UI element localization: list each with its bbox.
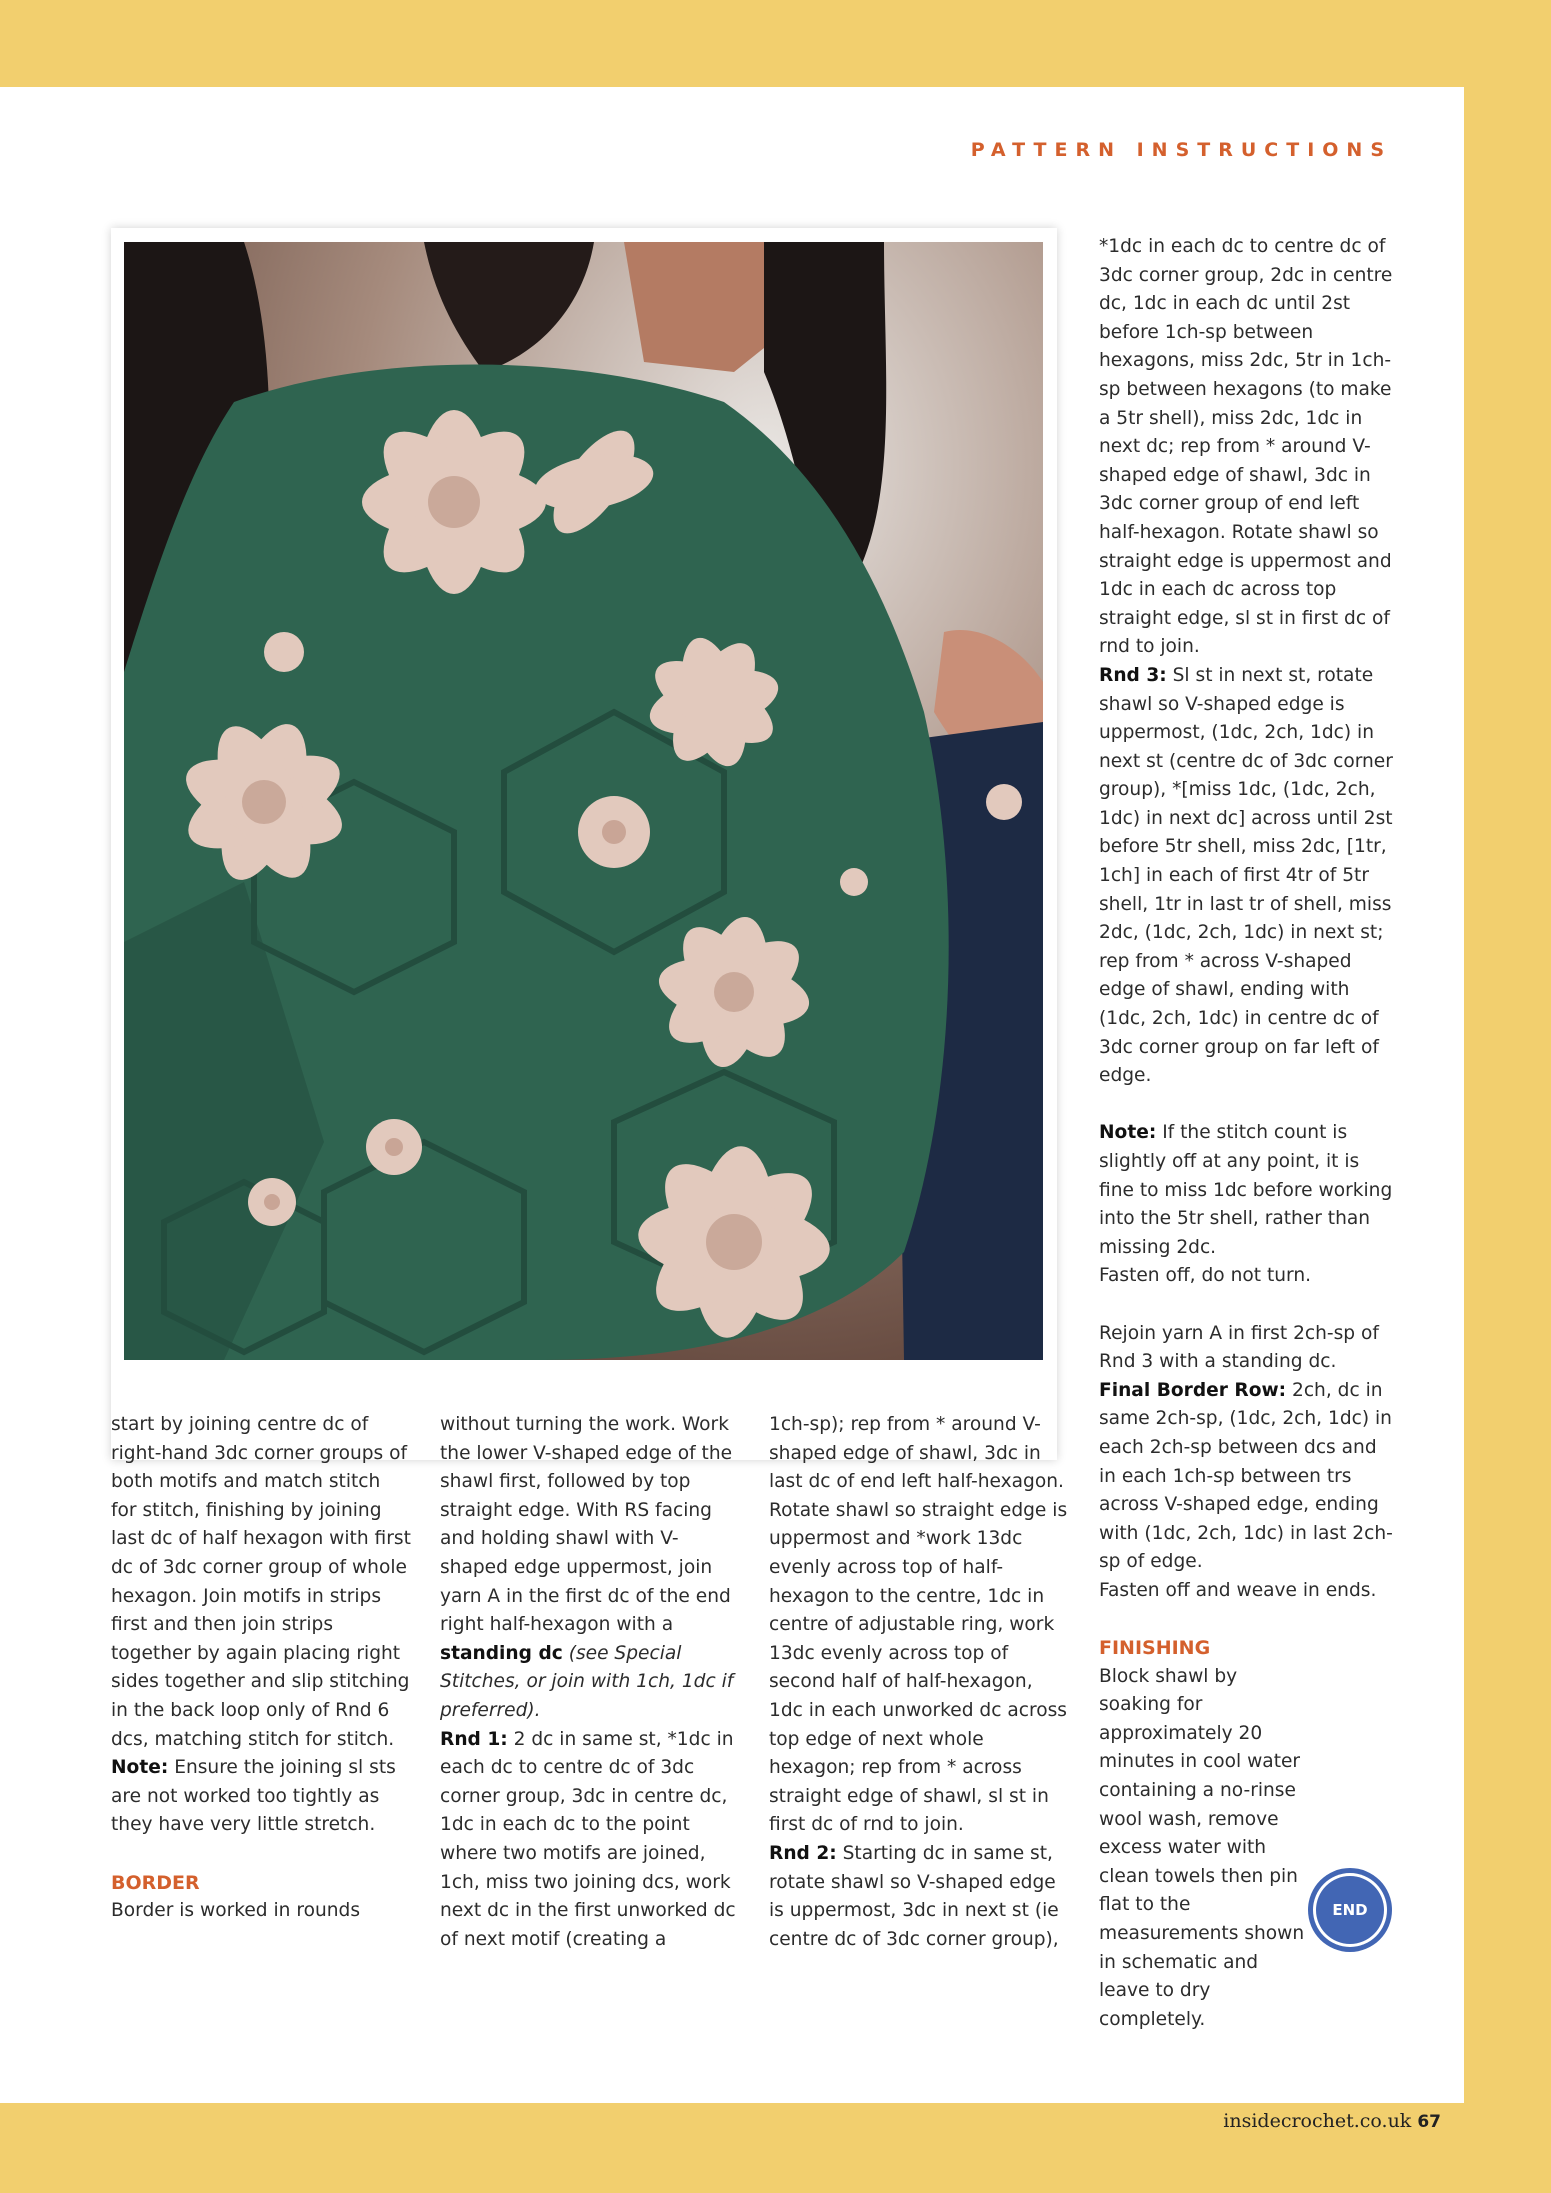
column-2 (440, 1411, 740, 1954)
rnd3-label: Rnd 3: (1099, 664, 1167, 686)
border-heading: BORDER (111, 1871, 200, 1894)
final-border-text: 2ch, dc in same 2ch-sp, (1dc, 2ch, 1dc) in each 2ch-sp between dcs and in each 1ch-sp between trs across V-shaped edge, ending with (1dc, 2ch, 1dc) in last 2ch-sp of edge. (1099, 1379, 1393, 1573)
note-label: Note: (1099, 1122, 1157, 1144)
standing-dc-term: standing dc (440, 1642, 563, 1664)
joining-paragraph: start by joining centre dc of right-hand 3dc corner groups of both motifs and match stitch for stitch, finishing by joining last dc of half hexagon with first dc of 3dc corner group of whole hexagon. Join motifs in strips first and then join strips together by again placing right sides together and slip stitching in the back loop only of Rnd 6 dcs, matching stitch for stitch. (111, 1414, 411, 1750)
rnd2-text: Starting dc in same st, rotate shawl so V-shaped edge is uppermost, 3dc in next st (ie centre dc of 3dc corner group), (769, 1842, 1059, 1950)
border-paragraph (440, 1411, 740, 1726)
border-intro: Border is worked in rounds (111, 1900, 361, 1922)
column-4 (1099, 233, 1399, 2034)
fasten-off-2: Fasten off and weave in ends. (1099, 1579, 1377, 1601)
special-stitch-note: (see Special Stitches, or join with 1ch, 1dc if preferred). (440, 1642, 734, 1721)
fasten-off-1: Fasten off, do not turn. (1099, 1265, 1312, 1287)
column-1 (111, 1411, 411, 1926)
note-text: If the stitch count is slightly off at any point, it is fine to miss 1dc before working into the 5tr shell, rather than missing 2dc. (1099, 1122, 1393, 1258)
rnd1-text: 2 dc in same st, *1dc in each dc to centre dc of 3dc corner group, 3dc in centre dc, 1dc in each dc to the point where two motifs are joined, 1ch, miss two joining dcs, work next dc in the first unworked dc of next motif (creating a (440, 1728, 736, 1950)
stitch-count-note (1099, 1119, 1399, 1262)
section-header: PATTERN INSTRUCTIONS (970, 139, 1392, 161)
end-badge: END (1313, 1873, 1387, 1947)
column-3 (769, 1411, 1069, 1954)
rnd2-paragraph (769, 1840, 1069, 1954)
finishing-paragraph: Block shawl by soaking for approximately 20 minutes in cool water containing a no-rinse wool wash, remove excess water with clean towels then pin flat to the measurements shown in schematic and leave to dry completely. (1099, 1665, 1305, 2030)
crochet-shawl-photo (124, 242, 1043, 1360)
footer (1223, 2110, 1441, 2132)
rnd1-label: Rnd 1: (440, 1728, 508, 1750)
rnd2-label: Rnd 2: (769, 1842, 837, 1864)
rnd3-text: Sl st in next st, rotate shawl so V-shaped edge is uppermost, (1dc, 2ch, 1dc) in next st (centre dc of 3dc corner group), *[miss 1dc, (1dc, 2ch, 1dc) in next dc] across until 2st before 5tr shell, miss 2dc, [1tr, 1ch] in each of first 4tr of 5tr shell, 1tr in last tr of shell, miss 2dc, (1dc, 2ch, 1dc) in next st; rep from * across V-shaped edge of shawl, ending with (1dc, 2ch, 1dc) in centre dc of 3dc corner group on far left of edge. (1099, 664, 1393, 1087)
photo-frame (111, 228, 1057, 1460)
finishing-heading: FINISHING (1099, 1637, 1211, 1660)
joining-note (111, 1754, 411, 1840)
rejoin-paragraph: Rejoin yarn A in first 2ch-sp of Rnd 3 with a standing dc. (1099, 1322, 1379, 1373)
note-text: Ensure the joining sl sts are not worked too tightly as they have very little stretch. (111, 1757, 396, 1836)
border-text: without turning the work. Work the lower V-shaped edge of the shawl first, followed by top straight edge. With RS facing and holding shawl with V-shaped edge uppermost, join yarn A in the first dc of the end right half-hexagon with a (440, 1414, 733, 1636)
page-number: 67 (1417, 2112, 1441, 2132)
rnd1-continued: 1ch-sp); rep from * around V-shaped edge of shawl, 3dc in last dc of end left half-hexagon. Rotate shawl so straight edge is uppermost and *work 13dc evenly across top of half-hexagon to the centre, 1dc in centre of adjustable ring, work 13dc evenly across top of second half of half-hexagon, 1dc in each unworked dc across top edge of next whole hexagon; rep from * across straight edge of shawl, sl st in first dc of rnd to join. (769, 1414, 1068, 1836)
rnd1-paragraph (440, 1726, 740, 1955)
final-border-paragraph (1099, 1377, 1399, 1577)
rnd3-paragraph (1099, 662, 1399, 1091)
final-border-label: Final Border Row: (1099, 1379, 1287, 1401)
footer-site: insidecrochet.co.uk (1223, 2110, 1412, 2132)
rnd2-continued: *1dc in each dc to centre dc of 3dc corner group, 2dc in centre dc, 1dc in each dc until 2st before 1ch-sp between hexagons, miss 2dc, 5tr in 1ch-sp between hexagons (to make a 5tr shell), miss 2dc, 1dc in next dc; rep from * around V-shaped edge of shawl, 3dc in 3dc corner group of end left half-hexagon. Rotate shawl so straight edge is uppermost and 1dc in each dc across top straight edge, sl st in first dc of rnd to join. (1099, 236, 1393, 658)
note-label: Note: (111, 1757, 169, 1779)
